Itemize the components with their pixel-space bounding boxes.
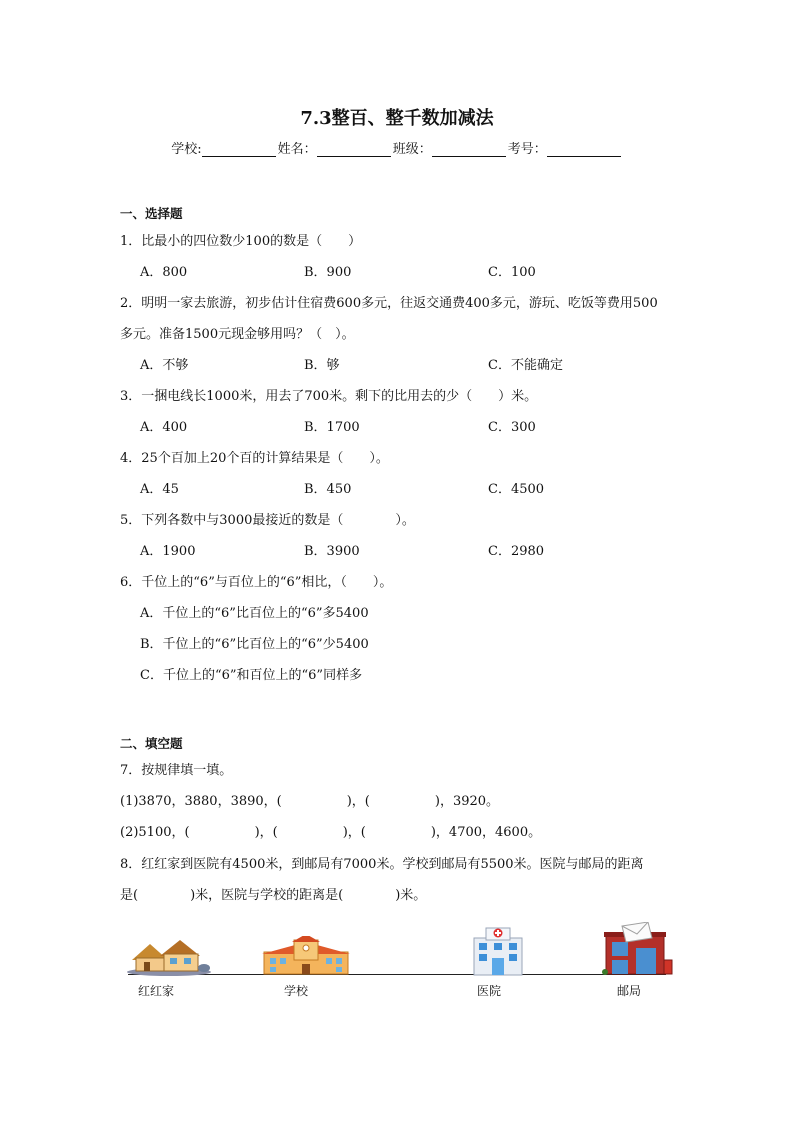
question-8-line1: 8．红红家到医院有4500米，到邮局有7000米。学校到邮局有5500米。医院与邮局的距离 (120, 857, 644, 872)
school-icon (262, 936, 350, 976)
label-post-office: 邮局 (617, 984, 642, 998)
q4-option-a[interactable]: A．45 (140, 482, 179, 497)
house-icon (126, 936, 212, 976)
exam-blank[interactable] (547, 143, 621, 157)
q3-option-b[interactable]: B．1700 (304, 420, 360, 435)
q2-option-a[interactable]: A．不够 (140, 358, 189, 373)
question-3: 3．一捆电线长1000米，用去了700米。剩下的比用去的少（ ）米。 (120, 389, 538, 404)
label-school: 学校 (284, 984, 309, 998)
hospital-icon (470, 924, 526, 976)
q6-option-c[interactable]: C．千位上的“6”和百位上的“6”同样多 (140, 668, 363, 683)
name-blank[interactable] (317, 143, 391, 157)
q4-option-b[interactable]: B．450 (304, 482, 352, 497)
q2-option-c[interactable]: C．不能确定 (488, 358, 563, 373)
q1-option-b[interactable]: B．900 (304, 265, 352, 280)
question-5: 5．下列各数中与3000最接近的数是（ ）。 (120, 513, 415, 528)
section-fill-title: 二、填空题 (120, 736, 183, 751)
q3-option-c[interactable]: C．300 (488, 420, 536, 435)
q5-option-c[interactable]: C．2980 (488, 544, 545, 559)
page-title: 7.3整百、整千数加减法 (300, 108, 494, 129)
question-7: 7．按规律填一填。 (120, 763, 233, 778)
q2-option-b[interactable]: B．够 (304, 358, 340, 373)
post-office-icon (602, 922, 674, 976)
question-2-line1: 2．明明一家去旅游，初步估计住宿费600多元，往返交通费400多元，游玩、吃饭等费用500 (120, 296, 658, 311)
q5-option-a[interactable]: A．1900 (140, 544, 196, 559)
label-home: 红红家 (138, 984, 175, 998)
question-1: 1．比最小的四位数少100的数是（ ） (120, 234, 362, 249)
q1-option-a[interactable]: A．800 (140, 265, 188, 280)
school-blank[interactable] (202, 143, 276, 157)
q1-option-c[interactable]: C．100 (488, 265, 536, 280)
student-info-line (0, 138, 794, 157)
class-blank[interactable] (432, 143, 506, 157)
exam-label: 考号： (507, 142, 547, 157)
label-hospital: 医院 (477, 984, 502, 998)
q3-option-a[interactable]: A．400 (140, 420, 188, 435)
question-7-part2[interactable]: (2)5100，( )，( )，( )，4700，4600。 (120, 825, 542, 840)
q6-option-b[interactable]: B．千位上的“6”比百位上的“6”少5400 (140, 637, 369, 652)
location-figure (120, 922, 680, 1002)
q6-option-a[interactable]: A．千位上的“6”比百位上的“6”多5400 (140, 606, 369, 621)
q5-option-b[interactable]: B．3900 (304, 544, 360, 559)
question-7-part1[interactable]: (1)3870，3880，3890，( )，( )，3920。 (120, 794, 500, 809)
class-label: 班级： (392, 142, 432, 157)
question-8-line2[interactable]: 是( )米，医院与学校的距离是( )米。 (120, 888, 427, 903)
question-6: 6．千位上的“6”与百位上的“6”相比，（ ）。 (120, 575, 393, 590)
name-label: 姓名： (277, 142, 317, 157)
school-label: 学校: (171, 142, 202, 157)
q4-option-c[interactable]: C．4500 (488, 482, 545, 497)
question-4: 4．25个百加上20个百的计算结果是（ ）。 (120, 451, 389, 466)
section-choice-title: 一、选择题 (120, 206, 183, 221)
question-2-line2: 多元。准备1500元现金够用吗？（ ）。 (120, 327, 355, 342)
